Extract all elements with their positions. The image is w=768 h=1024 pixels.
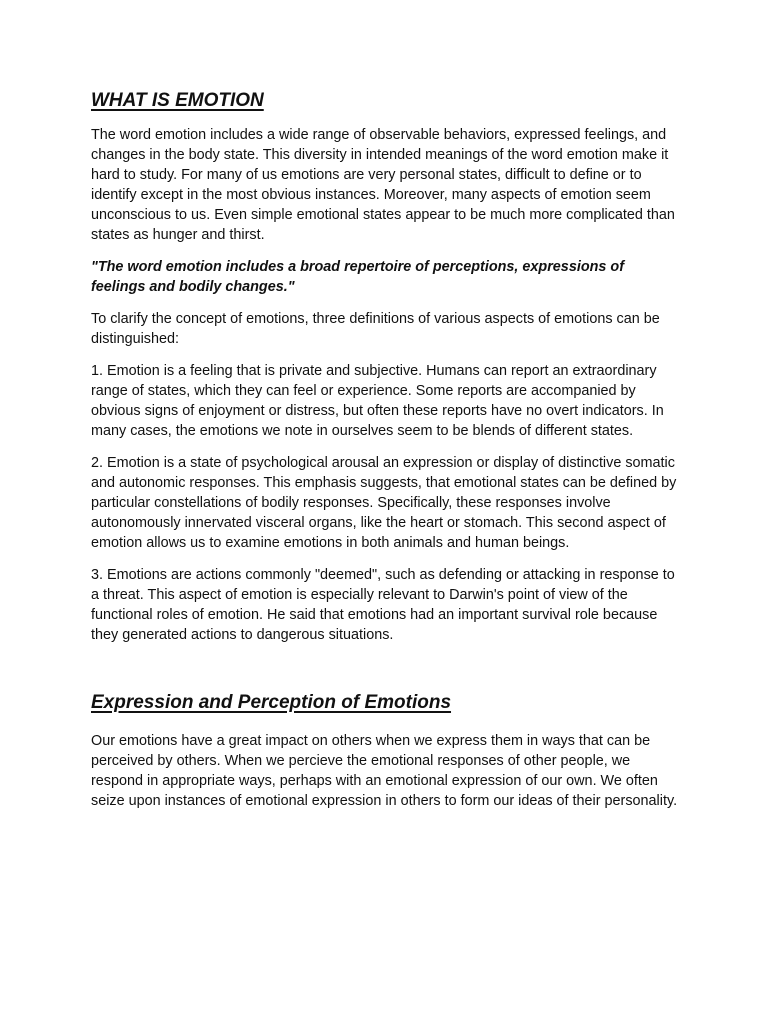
quote-paragraph: "The word emotion includes a broad repertoire of perceptions, expressions of feelings and bodily changes." — [91, 259, 624, 295]
document-page — [91, 88, 681, 811]
section-title-what-is-emotion: WHAT IS EMOTION — [91, 90, 264, 111]
definition-1-paragraph: 1. Emotion is a feeling that is private and subjective. Humans can report an extraordinary range of states, which they can feel or experience. Some reports are accompanied by obvious signs of enjoyment or distress, but often these reports have no overt indicators. In many cases, the emotions we note in ourselves seem to be blends of different states. — [91, 363, 664, 439]
expression-paragraph: Our emotions have a great impact on others when we express them in ways that can be perceived by others. When we percieve the emotional responses of other people, we respond in appropriate ways, perhaps with an emotional expression of our own. We often seize upon instances of emotional expression in others to form our ideas of their personality. — [91, 733, 678, 809]
intro-paragraph: The word emotion includes a wide range of observable behaviors, expressed feelings, and changes in the body state. This diversity in intended meanings of the word emotion make it hard to study. For many of us emotions are very personal states, difficult to define or to identify except in the most obvious instances. Moreover, many aspects of emotion seem unconscious to us. Even simple emotional states appear to be much more complicated than states as hunger and thirst. — [91, 127, 675, 243]
clarify-paragraph: To clarify the concept of emotions, three definitions of various aspects of emotions can be distinguished: — [91, 311, 660, 347]
section-title-expression-perception: Expression and Perception of Emotions — [91, 692, 452, 713]
definition-3-paragraph: 3. Emotions are actions commonly "deemed", such as defending or attacking in response to a threat. This aspect of emotion is especially relevant to Darwin's point of view of the functional roles of emotion. He said that emotions had an important survival role because they generated actions to dangerous situations. — [91, 567, 675, 643]
definition-2-paragraph: 2. Emotion is a state of psychological arousal an expression or display of distinctive somatic and autonomic responses. This emphasis suggests, that emotional states can be defined by particular constellations of bodily responses. Specifically, these responses involve autonomously innervated visceral organs, like the heart or stomach. This second aspect of emotion allows us to examine emotions in both animals and human beings. — [91, 455, 677, 551]
